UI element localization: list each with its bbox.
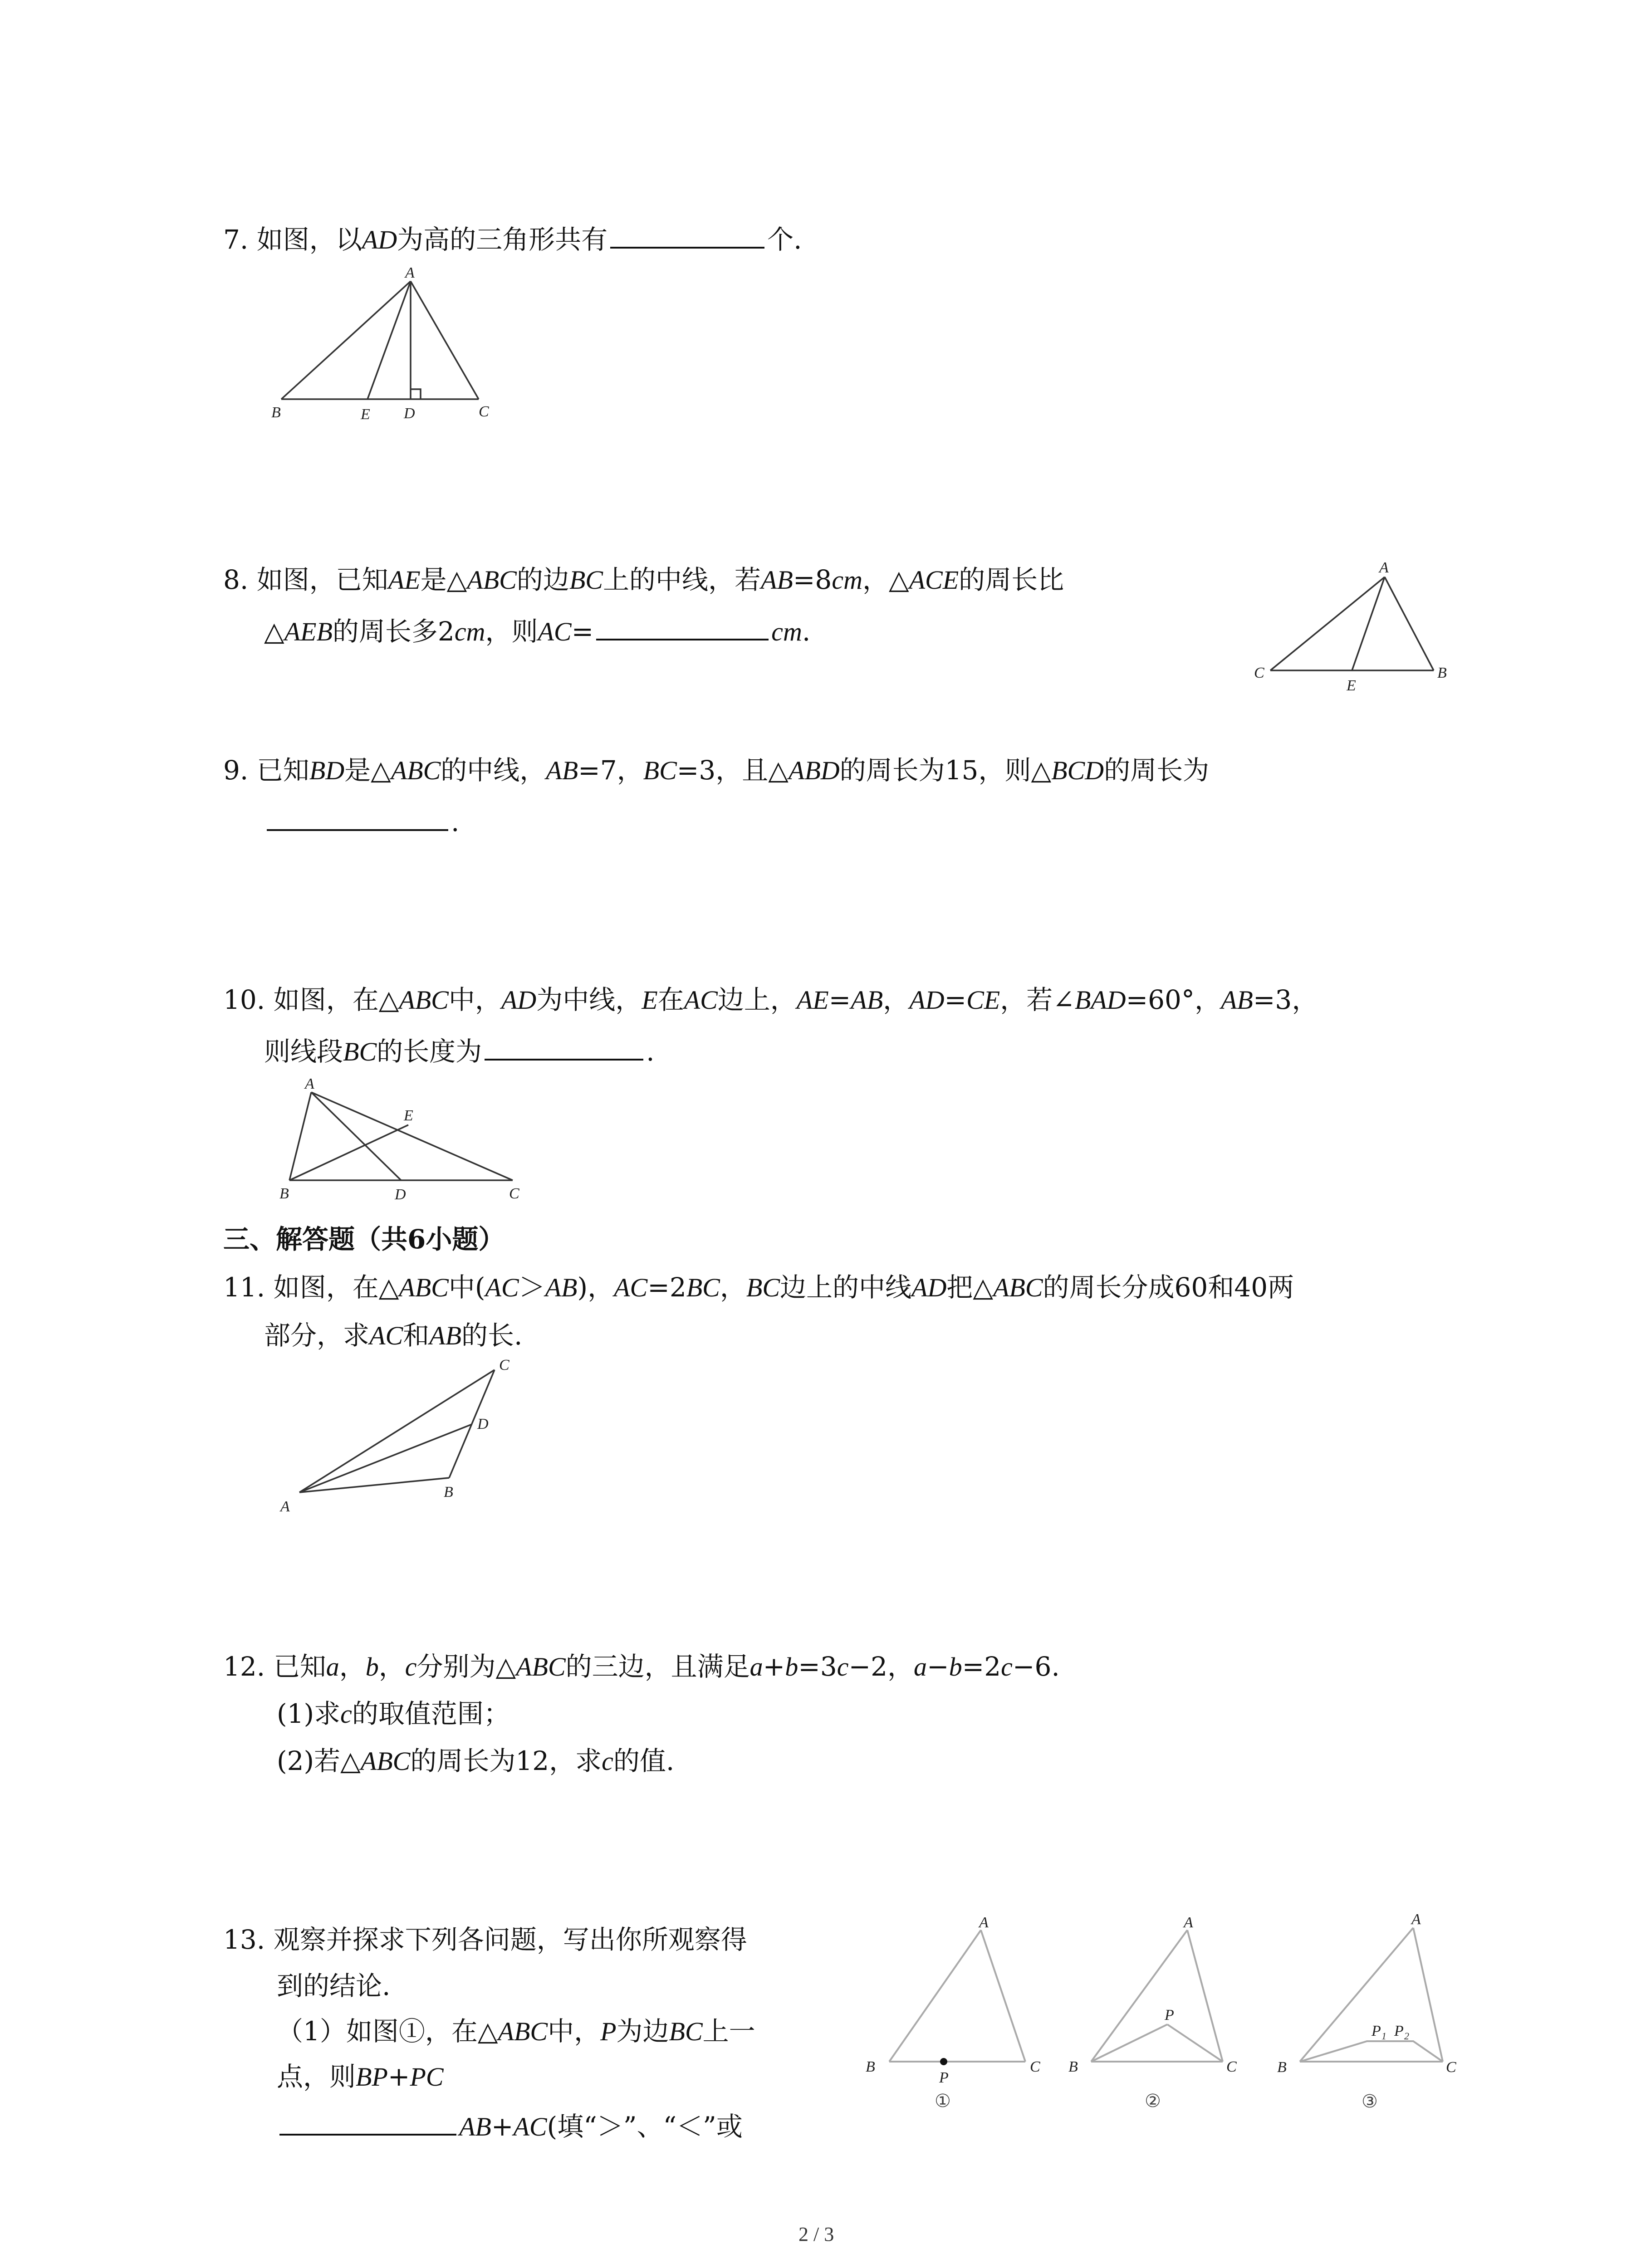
- vertex-label: C: [509, 1185, 519, 1202]
- figure-number: ①: [935, 2091, 951, 2112]
- question-10-figure: [268, 1075, 540, 1202]
- answer-blank[interactable]: [279, 2107, 456, 2136]
- question-13-line-3: （1）如图①，在△ABC中，P为边BC上一: [277, 2016, 755, 2047]
- subscript-label: 1: [1381, 2030, 1386, 2042]
- section-heading: 三、解答题（共6小题）: [223, 1224, 505, 1255]
- vertex-label: A: [1379, 559, 1389, 576]
- question-11-line-2: 部分，求AC和AB的长.: [264, 1320, 523, 1351]
- vertex-label: P: [1394, 2023, 1404, 2039]
- question-number: 13.: [223, 1924, 265, 1955]
- question-10-line-1: 10. 如图，在△ABC中，AD为中线，E在AC边上，AE=AB，AD=CE，若∠BAD=60°，AB=3，: [223, 984, 1318, 1015]
- answer-blank[interactable]: [267, 803, 448, 831]
- question-number: 11.: [223, 1272, 265, 1303]
- page-number: 2 / 3: [798, 2223, 834, 2245]
- question-13-figure-3: [1277, 1905, 1477, 2123]
- figure-number: ③: [1362, 2091, 1378, 2112]
- vertex-label: B: [444, 1484, 453, 1501]
- answer-blank[interactable]: [485, 1032, 643, 1061]
- vertex-label: P: [939, 2069, 949, 2086]
- question-11-figure: [268, 1356, 540, 1524]
- vertex-label: D: [395, 1186, 406, 1203]
- vertex-label: B: [1068, 2058, 1078, 2075]
- answer-blank[interactable]: [610, 220, 764, 249]
- answer-blank[interactable]: [596, 612, 769, 640]
- vertex-label: P: [1165, 2007, 1174, 2024]
- vertex-label: D: [477, 1416, 489, 1432]
- point-p-marker: [940, 2058, 947, 2065]
- vertex-label: A: [1411, 1911, 1421, 1928]
- question-13-figure-1: [862, 1912, 1053, 2121]
- question-13-line-1: 13. 观察并探求下列各问题，写出你所观察得: [223, 1924, 747, 1955]
- question-12-line-1: 12. 已知a，b，c分别为△ABC的三边，且满足a+b=3c−2，a−b=2c−6.: [223, 1651, 1060, 1682]
- vertex-label: A: [405, 264, 415, 281]
- question-8-line-1: 8. 如图，已知AE是△ABC的边BC上的中线，若AB=8cm，△ACE的周长比: [223, 564, 1064, 595]
- vertex-label: P: [1372, 2023, 1381, 2039]
- question-10-line-2: 则线段BC的长度为 .: [264, 1032, 655, 1069]
- question-number: 9.: [223, 755, 249, 786]
- question-13-line-5: AB+AC(填“＞”、“＜”或: [277, 2107, 743, 2144]
- question-7-figure: [263, 264, 499, 423]
- question-13-line-4: 点，则BP+PC: [277, 2061, 444, 2092]
- question-13-line-2: 到的结论.: [277, 1970, 391, 2001]
- question-8-line-2: △AEB的周长多2cm，则AC= cm.: [264, 612, 810, 649]
- question-12-part-1: (1)求c的取值范围；: [277, 1698, 510, 1729]
- vertex-label: C: [1254, 665, 1264, 681]
- question-number: 8.: [223, 564, 249, 595]
- vertex-label: B: [866, 2058, 875, 2075]
- vertex-label: C: [1446, 2059, 1456, 2076]
- vertex-label: C: [1226, 2058, 1237, 2075]
- vertex-label: C: [1030, 2058, 1040, 2075]
- question-9-line-2: .: [264, 803, 459, 839]
- vertex-label: B: [1277, 2059, 1287, 2076]
- vertex-label: A: [979, 1914, 989, 1931]
- question-12-part-2: (2)若△ABC的周长为12，求c的值.: [277, 1745, 675, 1776]
- question-8-figure: [1243, 558, 1461, 694]
- vertex-label: A: [280, 1498, 290, 1515]
- question-number: 7.: [223, 224, 249, 255]
- vertex-label: A: [1184, 1914, 1193, 1931]
- vertex-label: B: [279, 1185, 289, 1202]
- question-11-line-1: 11. 如图，在△ABC中(AC＞AB)，AC=2BC，BC边上的中线AD把△ABC的周长分成60和40两: [223, 1272, 1294, 1303]
- figure-number: ②: [1145, 2091, 1161, 2112]
- vertex-label: D: [404, 405, 415, 422]
- vertex-label: C: [479, 403, 489, 420]
- question-number: 12.: [223, 1651, 265, 1682]
- vertex-label: E: [1347, 677, 1356, 694]
- vertex-label: E: [361, 406, 370, 423]
- vertex-label: E: [404, 1107, 413, 1124]
- question-7-text: 7. 如图，以AD为高的三角形共有 个.: [223, 220, 802, 257]
- question-13-figure-2: [1068, 1912, 1259, 2121]
- question-9-line-1: 9. 已知BD是△ABC的中线，AB=7，BC=3，且△ABD的周长为15，则△BCD的周长为: [223, 755, 1210, 786]
- question-number: 10.: [223, 984, 265, 1015]
- vertex-label: C: [499, 1357, 509, 1374]
- vertex-label: A: [305, 1075, 314, 1092]
- subscript-label: 2: [1404, 2030, 1409, 2042]
- vertex-label: B: [1437, 665, 1447, 681]
- vertex-label: B: [271, 404, 281, 421]
